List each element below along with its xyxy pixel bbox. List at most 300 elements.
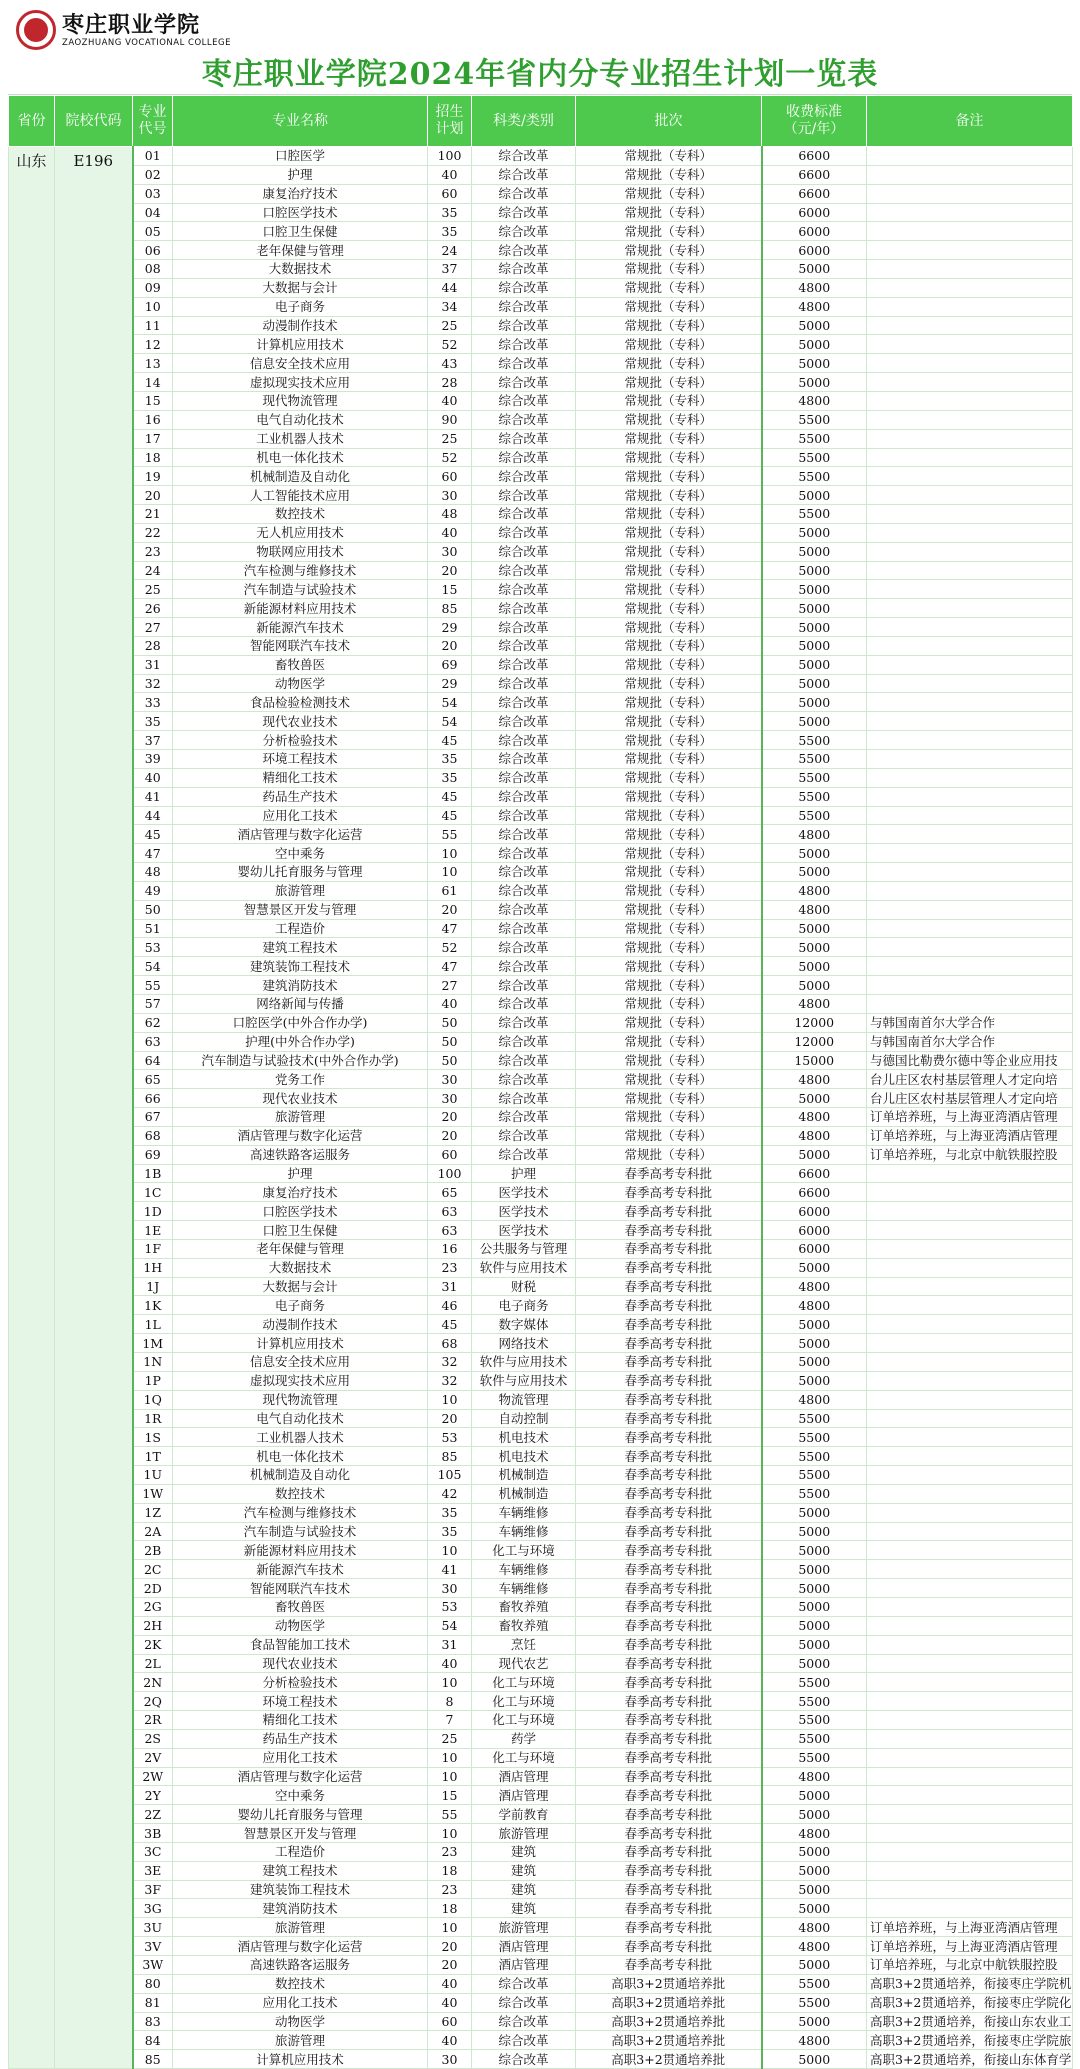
major-code-cell: 49 bbox=[133, 881, 173, 900]
category-cell: 车辆维修 bbox=[472, 1503, 576, 1522]
table-row bbox=[9, 1070, 1073, 1089]
major-code-cell: 27 bbox=[133, 618, 173, 637]
fee-cell: 5000 bbox=[762, 1579, 867, 1598]
plan-cell: 10 bbox=[428, 1767, 472, 1786]
major-name-cell: 电气自动化技术 bbox=[173, 1409, 428, 1428]
fee-cell: 5000 bbox=[762, 260, 867, 279]
batch-cell: 春季高考专科批 bbox=[576, 1899, 762, 1918]
fee-cell: 5000 bbox=[762, 599, 867, 618]
category-cell: 综合改革 bbox=[472, 599, 576, 618]
remarks-cell bbox=[867, 768, 1073, 787]
remarks-cell bbox=[867, 844, 1073, 863]
category-cell: 综合改革 bbox=[472, 203, 576, 222]
remarks-cell bbox=[867, 1579, 1073, 1598]
major-name-cell: 老年保健与管理 bbox=[173, 1239, 428, 1258]
category-cell: 软件与应用技术 bbox=[472, 1353, 576, 1372]
remarks-cell: 与德国比勒费尔德中等企业应用技 bbox=[867, 1051, 1073, 1070]
plan-cell: 54 bbox=[428, 712, 472, 731]
fee-cell: 5000 bbox=[762, 919, 867, 938]
plan-cell: 35 bbox=[428, 768, 472, 787]
plan-cell: 52 bbox=[428, 335, 472, 354]
fee-cell: 5500 bbox=[762, 1711, 867, 1730]
major-name-cell: 酒店管理与数字化运营 bbox=[173, 825, 428, 844]
fee-cell: 5000 bbox=[762, 957, 867, 976]
batch-cell: 春季高考专科批 bbox=[576, 1635, 762, 1654]
remarks-cell bbox=[867, 505, 1073, 524]
batch-cell: 常规批（专科） bbox=[576, 881, 762, 900]
remarks-cell: 订单培养班，与上海亚湾酒店管理 bbox=[867, 1918, 1073, 1937]
fee-cell: 5000 bbox=[762, 1597, 867, 1616]
batch-cell: 常规批（专科） bbox=[576, 1070, 762, 1089]
table-row bbox=[9, 1748, 1073, 1767]
fee-cell: 5000 bbox=[762, 1956, 867, 1975]
major-code-cell: 2B bbox=[133, 1541, 173, 1560]
category-cell: 建筑 bbox=[472, 1861, 576, 1880]
fee-cell: 5000 bbox=[762, 693, 867, 712]
major-code-cell: 55 bbox=[133, 976, 173, 995]
table-row bbox=[9, 316, 1073, 335]
fee-cell: 6000 bbox=[762, 1202, 867, 1221]
major-name-cell: 工程造价 bbox=[173, 1842, 428, 1861]
table-row bbox=[9, 1221, 1073, 1240]
fee-cell: 4800 bbox=[762, 900, 867, 919]
major-code-cell: 16 bbox=[133, 410, 173, 429]
batch-cell: 春季高考专科批 bbox=[576, 1447, 762, 1466]
remarks-cell bbox=[867, 316, 1073, 335]
batch-cell: 常规批（专科） bbox=[576, 957, 762, 976]
plan-cell: 65 bbox=[428, 1183, 472, 1202]
plan-cell: 63 bbox=[428, 1221, 472, 1240]
remarks-cell bbox=[867, 203, 1073, 222]
major-name-cell: 计算机应用技术 bbox=[173, 335, 428, 354]
batch-cell: 春季高考专科批 bbox=[576, 1353, 762, 1372]
major-name-cell: 酒店管理与数字化运营 bbox=[173, 1767, 428, 1786]
major-name-cell: 大数据与会计 bbox=[173, 278, 428, 297]
major-code-cell: 24 bbox=[133, 561, 173, 580]
fee-cell: 5000 bbox=[762, 523, 867, 542]
plan-cell: 20 bbox=[428, 1108, 472, 1127]
major-name-cell: 新能源汽车技术 bbox=[173, 1560, 428, 1579]
fee-cell: 4800 bbox=[762, 1918, 867, 1937]
remarks-cell bbox=[867, 1277, 1073, 1296]
remarks-cell bbox=[867, 994, 1073, 1013]
major-code-cell: 3U bbox=[133, 1918, 173, 1937]
major-name-cell: 应用化工技术 bbox=[173, 1993, 428, 2012]
category-cell: 综合改革 bbox=[472, 919, 576, 938]
remarks-cell bbox=[867, 1221, 1073, 1240]
table-row bbox=[9, 354, 1073, 373]
major-code-cell: 01 bbox=[133, 147, 173, 166]
category-cell: 机械制造 bbox=[472, 1466, 576, 1485]
plan-cell: 23 bbox=[428, 1258, 472, 1277]
major-code-cell: 3F bbox=[133, 1880, 173, 1899]
batch-cell: 常规批（专科） bbox=[576, 147, 762, 166]
fee-cell: 4800 bbox=[762, 391, 867, 410]
category-cell: 综合改革 bbox=[472, 863, 576, 882]
fee-cell: 5000 bbox=[762, 863, 867, 882]
major-name-cell: 智能网联汽车技术 bbox=[173, 1579, 428, 1598]
major-name-cell: 建筑工程技术 bbox=[173, 938, 428, 957]
plan-cell: 35 bbox=[428, 1522, 472, 1541]
major-name-cell: 建筑装饰工程技术 bbox=[173, 1880, 428, 1899]
major-code-cell: 03 bbox=[133, 184, 173, 203]
remarks-cell: 高职3+2贯通培养，衔接山东体育学 bbox=[867, 2050, 1073, 2069]
remarks-cell bbox=[867, 599, 1073, 618]
category-cell: 机电技术 bbox=[472, 1447, 576, 1466]
remarks-cell bbox=[867, 900, 1073, 919]
plan-cell: 42 bbox=[428, 1484, 472, 1503]
table-row bbox=[9, 561, 1073, 580]
plan-cell: 25 bbox=[428, 429, 472, 448]
table-row bbox=[9, 618, 1073, 637]
fee-cell: 5000 bbox=[762, 1560, 867, 1579]
table-row bbox=[9, 222, 1073, 241]
major-name-cell: 大数据与会计 bbox=[173, 1277, 428, 1296]
major-code-cell: 1W bbox=[133, 1484, 173, 1503]
major-code-cell: 3B bbox=[133, 1824, 173, 1843]
category-cell: 综合改革 bbox=[472, 994, 576, 1013]
table-row bbox=[9, 881, 1073, 900]
plan-cell: 35 bbox=[428, 222, 472, 241]
plan-cell: 46 bbox=[428, 1296, 472, 1315]
fee-cell: 5000 bbox=[762, 1089, 867, 1108]
category-cell: 自动控制 bbox=[472, 1409, 576, 1428]
batch-cell: 常规批（专科） bbox=[576, 768, 762, 787]
plan-cell: 69 bbox=[428, 655, 472, 674]
category-cell: 综合改革 bbox=[472, 1051, 576, 1070]
major-name-cell: 汽车制造与试验技术 bbox=[173, 1522, 428, 1541]
major-code-cell: 2S bbox=[133, 1729, 173, 1748]
fee-cell: 5000 bbox=[762, 1842, 867, 1861]
page-title: 枣庄职业学院2024年省内分专业招生计划一览表 bbox=[201, 57, 879, 92]
category-cell: 酒店管理 bbox=[472, 1956, 576, 1975]
major-code-cell: 25 bbox=[133, 580, 173, 599]
plan-cell: 18 bbox=[428, 1861, 472, 1880]
major-name-cell: 药品生产技术 bbox=[173, 1729, 428, 1748]
major-code-cell: 81 bbox=[133, 1993, 173, 2012]
category-cell: 综合改革 bbox=[472, 1032, 576, 1051]
fee-cell: 6000 bbox=[762, 1239, 867, 1258]
batch-cell: 常规批（专科） bbox=[576, 165, 762, 184]
table-row bbox=[9, 1824, 1073, 1843]
table-row bbox=[9, 599, 1073, 618]
plan-cell: 60 bbox=[428, 467, 472, 486]
table-row bbox=[9, 203, 1073, 222]
batch-cell: 春季高考专科批 bbox=[576, 1503, 762, 1522]
major-code-cell: 2N bbox=[133, 1673, 173, 1692]
batch-cell: 春季高考专科批 bbox=[576, 1258, 762, 1277]
fee-cell: 5000 bbox=[762, 1315, 867, 1334]
plan-cell: 40 bbox=[428, 391, 472, 410]
category-cell: 建筑 bbox=[472, 1899, 576, 1918]
category-cell: 综合改革 bbox=[472, 655, 576, 674]
table-row bbox=[9, 1786, 1073, 1805]
remarks-cell: 高职3+2贯通培养，衔接枣庄学院机 bbox=[867, 1974, 1073, 1993]
batch-cell: 常规批（专科） bbox=[576, 825, 762, 844]
category-cell: 综合改革 bbox=[472, 1013, 576, 1032]
batch-cell: 春季高考专科批 bbox=[576, 1861, 762, 1880]
remarks-cell bbox=[867, 938, 1073, 957]
category-cell: 医学技术 bbox=[472, 1183, 576, 1202]
remarks-cell bbox=[867, 655, 1073, 674]
major-name-cell: 数控技术 bbox=[173, 505, 428, 524]
major-name-cell: 口腔医学技术 bbox=[173, 1202, 428, 1221]
table-row bbox=[9, 542, 1073, 561]
batch-cell: 常规批（专科） bbox=[576, 184, 762, 203]
major-code-cell: 2W bbox=[133, 1767, 173, 1786]
remarks-cell bbox=[867, 693, 1073, 712]
table-row bbox=[9, 1032, 1073, 1051]
batch-cell: 常规批（专科） bbox=[576, 863, 762, 882]
plan-cell: 10 bbox=[428, 863, 472, 882]
batch-cell: 春季高考专科批 bbox=[576, 1842, 762, 1861]
plan-cell: 68 bbox=[428, 1334, 472, 1353]
remarks-cell bbox=[867, 957, 1073, 976]
fee-cell: 6000 bbox=[762, 241, 867, 260]
table-row bbox=[9, 1579, 1073, 1598]
category-cell: 综合改革 bbox=[472, 505, 576, 524]
table-row bbox=[9, 1503, 1073, 1522]
major-code-cell: 31 bbox=[133, 655, 173, 674]
major-name-cell: 康复治疗技术 bbox=[173, 184, 428, 203]
fee-cell: 4800 bbox=[762, 1824, 867, 1843]
remarks-cell bbox=[867, 278, 1073, 297]
table-row bbox=[9, 1729, 1073, 1748]
remarks-cell bbox=[867, 1880, 1073, 1899]
fee-cell: 5000 bbox=[762, 354, 867, 373]
fee-cell: 5000 bbox=[762, 1353, 867, 1372]
category-cell: 综合改革 bbox=[472, 373, 576, 392]
fee-cell: 5500 bbox=[762, 1974, 867, 1993]
plan-cell: 45 bbox=[428, 787, 472, 806]
plan-cell: 40 bbox=[428, 1993, 472, 2012]
category-cell: 综合改革 bbox=[472, 938, 576, 957]
major-name-cell: 高速铁路客运服务 bbox=[173, 1145, 428, 1164]
fee-cell: 4800 bbox=[762, 1937, 867, 1956]
category-cell: 电子商务 bbox=[472, 1296, 576, 1315]
major-code-cell: 1P bbox=[133, 1371, 173, 1390]
fee-header-text: 收费标准 （元/年） bbox=[783, 104, 845, 137]
table-row bbox=[9, 768, 1073, 787]
plan-cell: 30 bbox=[428, 2050, 472, 2069]
table-row bbox=[9, 410, 1073, 429]
fee-cell: 5000 bbox=[762, 373, 867, 392]
table-row bbox=[9, 1409, 1073, 1428]
plan-cell: 20 bbox=[428, 561, 472, 580]
major-code-cell: 2Y bbox=[133, 1786, 173, 1805]
col-header-category: 科类/类别 bbox=[472, 96, 576, 147]
plan-cell: 10 bbox=[428, 1390, 472, 1409]
major-name-cell: 虚拟现实技术应用 bbox=[173, 373, 428, 392]
batch-cell: 春季高考专科批 bbox=[576, 1767, 762, 1786]
table-row bbox=[9, 1993, 1073, 2012]
table-row bbox=[9, 1466, 1073, 1485]
table-row bbox=[9, 1484, 1073, 1503]
major-name-cell: 口腔卫生保健 bbox=[173, 222, 428, 241]
remarks-cell bbox=[867, 1805, 1073, 1824]
fee-cell: 5500 bbox=[762, 1993, 867, 2012]
major-name-cell: 电子商务 bbox=[173, 297, 428, 316]
major-code-cell: 3E bbox=[133, 1861, 173, 1880]
major-code-cell: 21 bbox=[133, 505, 173, 524]
remarks-cell bbox=[867, 1183, 1073, 1202]
remarks-cell: 与韩国南首尔大学合作 bbox=[867, 1032, 1073, 1051]
batch-cell: 常规批（专科） bbox=[576, 618, 762, 637]
plan-cell: 28 bbox=[428, 373, 472, 392]
batch-cell: 常规批（专科） bbox=[576, 674, 762, 693]
major-code-cell: 2K bbox=[133, 1635, 173, 1654]
category-cell: 综合改革 bbox=[472, 750, 576, 769]
major-code-cell: 32 bbox=[133, 674, 173, 693]
major-name-cell: 药品生产技术 bbox=[173, 787, 428, 806]
major-name-cell: 婴幼儿托育服务与管理 bbox=[173, 863, 428, 882]
batch-cell: 常规批（专科） bbox=[576, 297, 762, 316]
remarks-cell bbox=[867, 297, 1073, 316]
remarks-cell bbox=[867, 373, 1073, 392]
category-cell: 数字媒体 bbox=[472, 1315, 576, 1334]
remarks-cell bbox=[867, 335, 1073, 354]
major-name-cell: 计算机应用技术 bbox=[173, 2050, 428, 2069]
remarks-cell bbox=[867, 1635, 1073, 1654]
school-code-cell: E196 bbox=[55, 147, 133, 2069]
table-row bbox=[9, 1145, 1073, 1164]
remarks-cell bbox=[867, 1541, 1073, 1560]
category-cell: 畜牧养殖 bbox=[472, 1616, 576, 1635]
batch-cell: 常规批（专科） bbox=[576, 354, 762, 373]
batch-cell: 常规批（专科） bbox=[576, 712, 762, 731]
remarks-cell bbox=[867, 1484, 1073, 1503]
table-row bbox=[9, 712, 1073, 731]
category-cell: 综合改革 bbox=[472, 335, 576, 354]
batch-cell: 春季高考专科批 bbox=[576, 1597, 762, 1616]
major-code-cell: 1F bbox=[133, 1239, 173, 1258]
fee-cell: 5500 bbox=[762, 448, 867, 467]
major-code-cell: 1K bbox=[133, 1296, 173, 1315]
batch-cell: 常规批（专科） bbox=[576, 1108, 762, 1127]
category-cell: 烹饪 bbox=[472, 1635, 576, 1654]
major-name-cell: 汽车制造与试验技术(中外合作办学) bbox=[173, 1051, 428, 1070]
major-code-cell: 54 bbox=[133, 957, 173, 976]
remarks-cell bbox=[867, 1767, 1073, 1786]
plan-cell: 20 bbox=[428, 1126, 472, 1145]
major-name-cell: 信息安全技术应用 bbox=[173, 354, 428, 373]
major-name-cell: 建筑消防技术 bbox=[173, 1899, 428, 1918]
plan-cell: 35 bbox=[428, 203, 472, 222]
major-name-cell: 汽车检测与维修技术 bbox=[173, 1503, 428, 1522]
fee-cell: 4800 bbox=[762, 1390, 867, 1409]
plan-cell: 90 bbox=[428, 410, 472, 429]
major-name-cell: 物联网应用技术 bbox=[173, 542, 428, 561]
major-code-cell: 62 bbox=[133, 1013, 173, 1032]
batch-cell: 春季高考专科批 bbox=[576, 1692, 762, 1711]
plan-cell: 31 bbox=[428, 1635, 472, 1654]
remarks-cell bbox=[867, 750, 1073, 769]
remarks-cell bbox=[867, 561, 1073, 580]
plan-cell: 30 bbox=[428, 1070, 472, 1089]
category-cell: 综合改革 bbox=[472, 316, 576, 335]
category-cell: 综合改革 bbox=[472, 881, 576, 900]
major-code-cell: 26 bbox=[133, 599, 173, 618]
category-cell: 旅游管理 bbox=[472, 1918, 576, 1937]
fee-cell: 5500 bbox=[762, 1692, 867, 1711]
major-name-cell: 分析检验技术 bbox=[173, 731, 428, 750]
major-code-cell: 11 bbox=[133, 316, 173, 335]
major-code-cell: 1S bbox=[133, 1428, 173, 1447]
table-row bbox=[9, 580, 1073, 599]
table-row bbox=[9, 863, 1073, 882]
fee-cell: 5500 bbox=[762, 1673, 867, 1692]
major-code-cell: 2C bbox=[133, 1560, 173, 1579]
category-cell: 综合改革 bbox=[472, 523, 576, 542]
remarks-cell: 订单培养班，与北京中航铁服控股 bbox=[867, 1956, 1073, 1975]
batch-cell: 常规批（专科） bbox=[576, 900, 762, 919]
plan-cell: 27 bbox=[428, 976, 472, 995]
major-name-cell: 动物医学 bbox=[173, 1616, 428, 1635]
major-name-cell: 现代物流管理 bbox=[173, 391, 428, 410]
major-name-cell: 分析检验技术 bbox=[173, 1673, 428, 1692]
remarks-cell bbox=[867, 260, 1073, 279]
remarks-cell bbox=[867, 919, 1073, 938]
remarks-cell bbox=[867, 674, 1073, 693]
category-cell: 综合改革 bbox=[472, 241, 576, 260]
major-code-cell: 02 bbox=[133, 165, 173, 184]
table-row bbox=[9, 486, 1073, 505]
fee-cell: 5000 bbox=[762, 1899, 867, 1918]
category-cell: 软件与应用技术 bbox=[472, 1258, 576, 1277]
fee-cell: 4800 bbox=[762, 278, 867, 297]
plan-cell: 44 bbox=[428, 278, 472, 297]
table-row bbox=[9, 1956, 1073, 1975]
plan-cell: 10 bbox=[428, 1541, 472, 1560]
major-code-cell: 1R bbox=[133, 1409, 173, 1428]
fee-cell: 5000 bbox=[762, 938, 867, 957]
major-name-cell: 新能源汽车技术 bbox=[173, 618, 428, 637]
major-name-cell: 应用化工技术 bbox=[173, 806, 428, 825]
batch-cell: 常规批（专科） bbox=[576, 203, 762, 222]
category-cell: 综合改革 bbox=[472, 542, 576, 561]
fee-cell: 4800 bbox=[762, 1108, 867, 1127]
major-name-cell: 精细化工技术 bbox=[173, 768, 428, 787]
major-code-cell: 67 bbox=[133, 1108, 173, 1127]
col-header-major-name: 专业名称 bbox=[173, 96, 428, 147]
fee-cell: 5500 bbox=[762, 429, 867, 448]
category-cell: 护理 bbox=[472, 1164, 576, 1183]
major-code-cell: 09 bbox=[133, 278, 173, 297]
major-name-cell: 婴幼儿托育服务与管理 bbox=[173, 1805, 428, 1824]
plan-cell: 30 bbox=[428, 1579, 472, 1598]
table-row bbox=[9, 693, 1073, 712]
major-code-cell: 2Q bbox=[133, 1692, 173, 1711]
major-code-cell: 1M bbox=[133, 1334, 173, 1353]
table-row bbox=[9, 1805, 1073, 1824]
fee-cell: 5000 bbox=[762, 335, 867, 354]
table-row bbox=[9, 335, 1073, 354]
table-row bbox=[9, 1447, 1073, 1466]
major-name-cell: 数控技术 bbox=[173, 1974, 428, 1993]
plan-header-text: 招生 计划 bbox=[435, 104, 464, 137]
remarks-cell bbox=[867, 1522, 1073, 1541]
fee-cell: 12000 bbox=[762, 1013, 867, 1032]
table-row bbox=[9, 1371, 1073, 1390]
category-cell: 综合改革 bbox=[472, 1089, 576, 1108]
category-cell: 综合改革 bbox=[472, 467, 576, 486]
table-row bbox=[9, 938, 1073, 957]
major-name-cell: 旅游管理 bbox=[173, 1108, 428, 1127]
major-code-cell: 65 bbox=[133, 1070, 173, 1089]
table-row bbox=[9, 1334, 1073, 1353]
remarks-cell bbox=[867, 184, 1073, 203]
batch-cell: 常规批（专科） bbox=[576, 391, 762, 410]
